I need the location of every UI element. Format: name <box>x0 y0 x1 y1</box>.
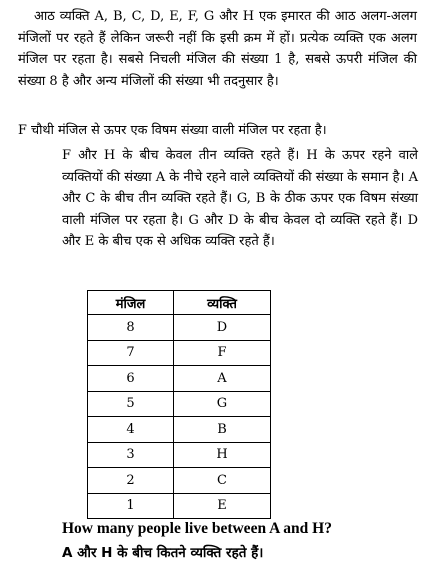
person-name: C <box>174 468 271 494</box>
floor-number: 6 <box>88 366 174 392</box>
floor-number: 3 <box>88 442 174 468</box>
table-row <box>88 417 271 443</box>
table-row <box>88 366 271 392</box>
person-name: F <box>174 340 271 366</box>
table-row <box>88 315 271 341</box>
table-row <box>88 391 271 417</box>
floor-number: 2 <box>88 468 174 494</box>
question-english: How many people live between A and H? <box>62 520 332 537</box>
floor-number: 4 <box>88 417 174 443</box>
table-header-row <box>88 291 271 315</box>
person-name: B <box>174 417 271 443</box>
table-row <box>88 340 271 366</box>
header-floor: मंजिल <box>88 291 174 315</box>
header-person: व्यक्ति <box>174 291 271 315</box>
person-name: D <box>174 315 271 341</box>
floor-table <box>87 290 271 519</box>
floor-number: 8 <box>88 315 174 341</box>
person-name: E <box>174 493 271 519</box>
puzzle-paragraph-1: आठ व्यक्ति A, B, C, D, E, F, G और H एक इमारत की आठ अलग-अलग मंजिलों पर रहते हैं लेकिन जरूरी नहीं कि इसी क्रम में हों। प्रत्येक व्यक्ति एक अलग मंजिल पर रहता है। सबसे निचली मंजिल की संख्या 1 है, सबसे ऊपरी मंजिल की संख्या 8 है और अन्य मंजिलों की संख्या भी तदनुसार है। <box>18 9 417 89</box>
puzzle-paragraph-3: F और H के बीच केवल तीन व्यक्ति रहते हैं। H के ऊपर रहने वाले व्यक्तियों की संख्या A के नीचे रहने वाले व्यक्तियों की संख्या के समान है। A और C के बीच तीन व्यक्ति रहते हैं। G, B के ठीक ऊपर एक विषम संख्या वाली मंजिल पर रहता है। G और D के बीच केवल दो व्यक्ति रहते हैं। D और E के बीच एक से अधिक व्यक्ति रहते हैं। <box>62 148 418 250</box>
table-row <box>88 442 271 468</box>
person-name: G <box>174 391 271 417</box>
table-row <box>88 493 271 519</box>
person-name: A <box>174 366 271 392</box>
puzzle-paragraph-2: F चौथी मंजिल से ऊपर एक विषम संख्या वाली मंजिल पर रहता है। <box>18 123 327 138</box>
floor-number: 5 <box>88 391 174 417</box>
floor-number: 7 <box>88 340 174 366</box>
floor-number: 1 <box>88 493 174 519</box>
question-hindi: A और H के बीच कितने व्यक्ति रहते हैं। <box>62 545 264 561</box>
table-row <box>88 468 271 494</box>
person-name: H <box>174 442 271 468</box>
